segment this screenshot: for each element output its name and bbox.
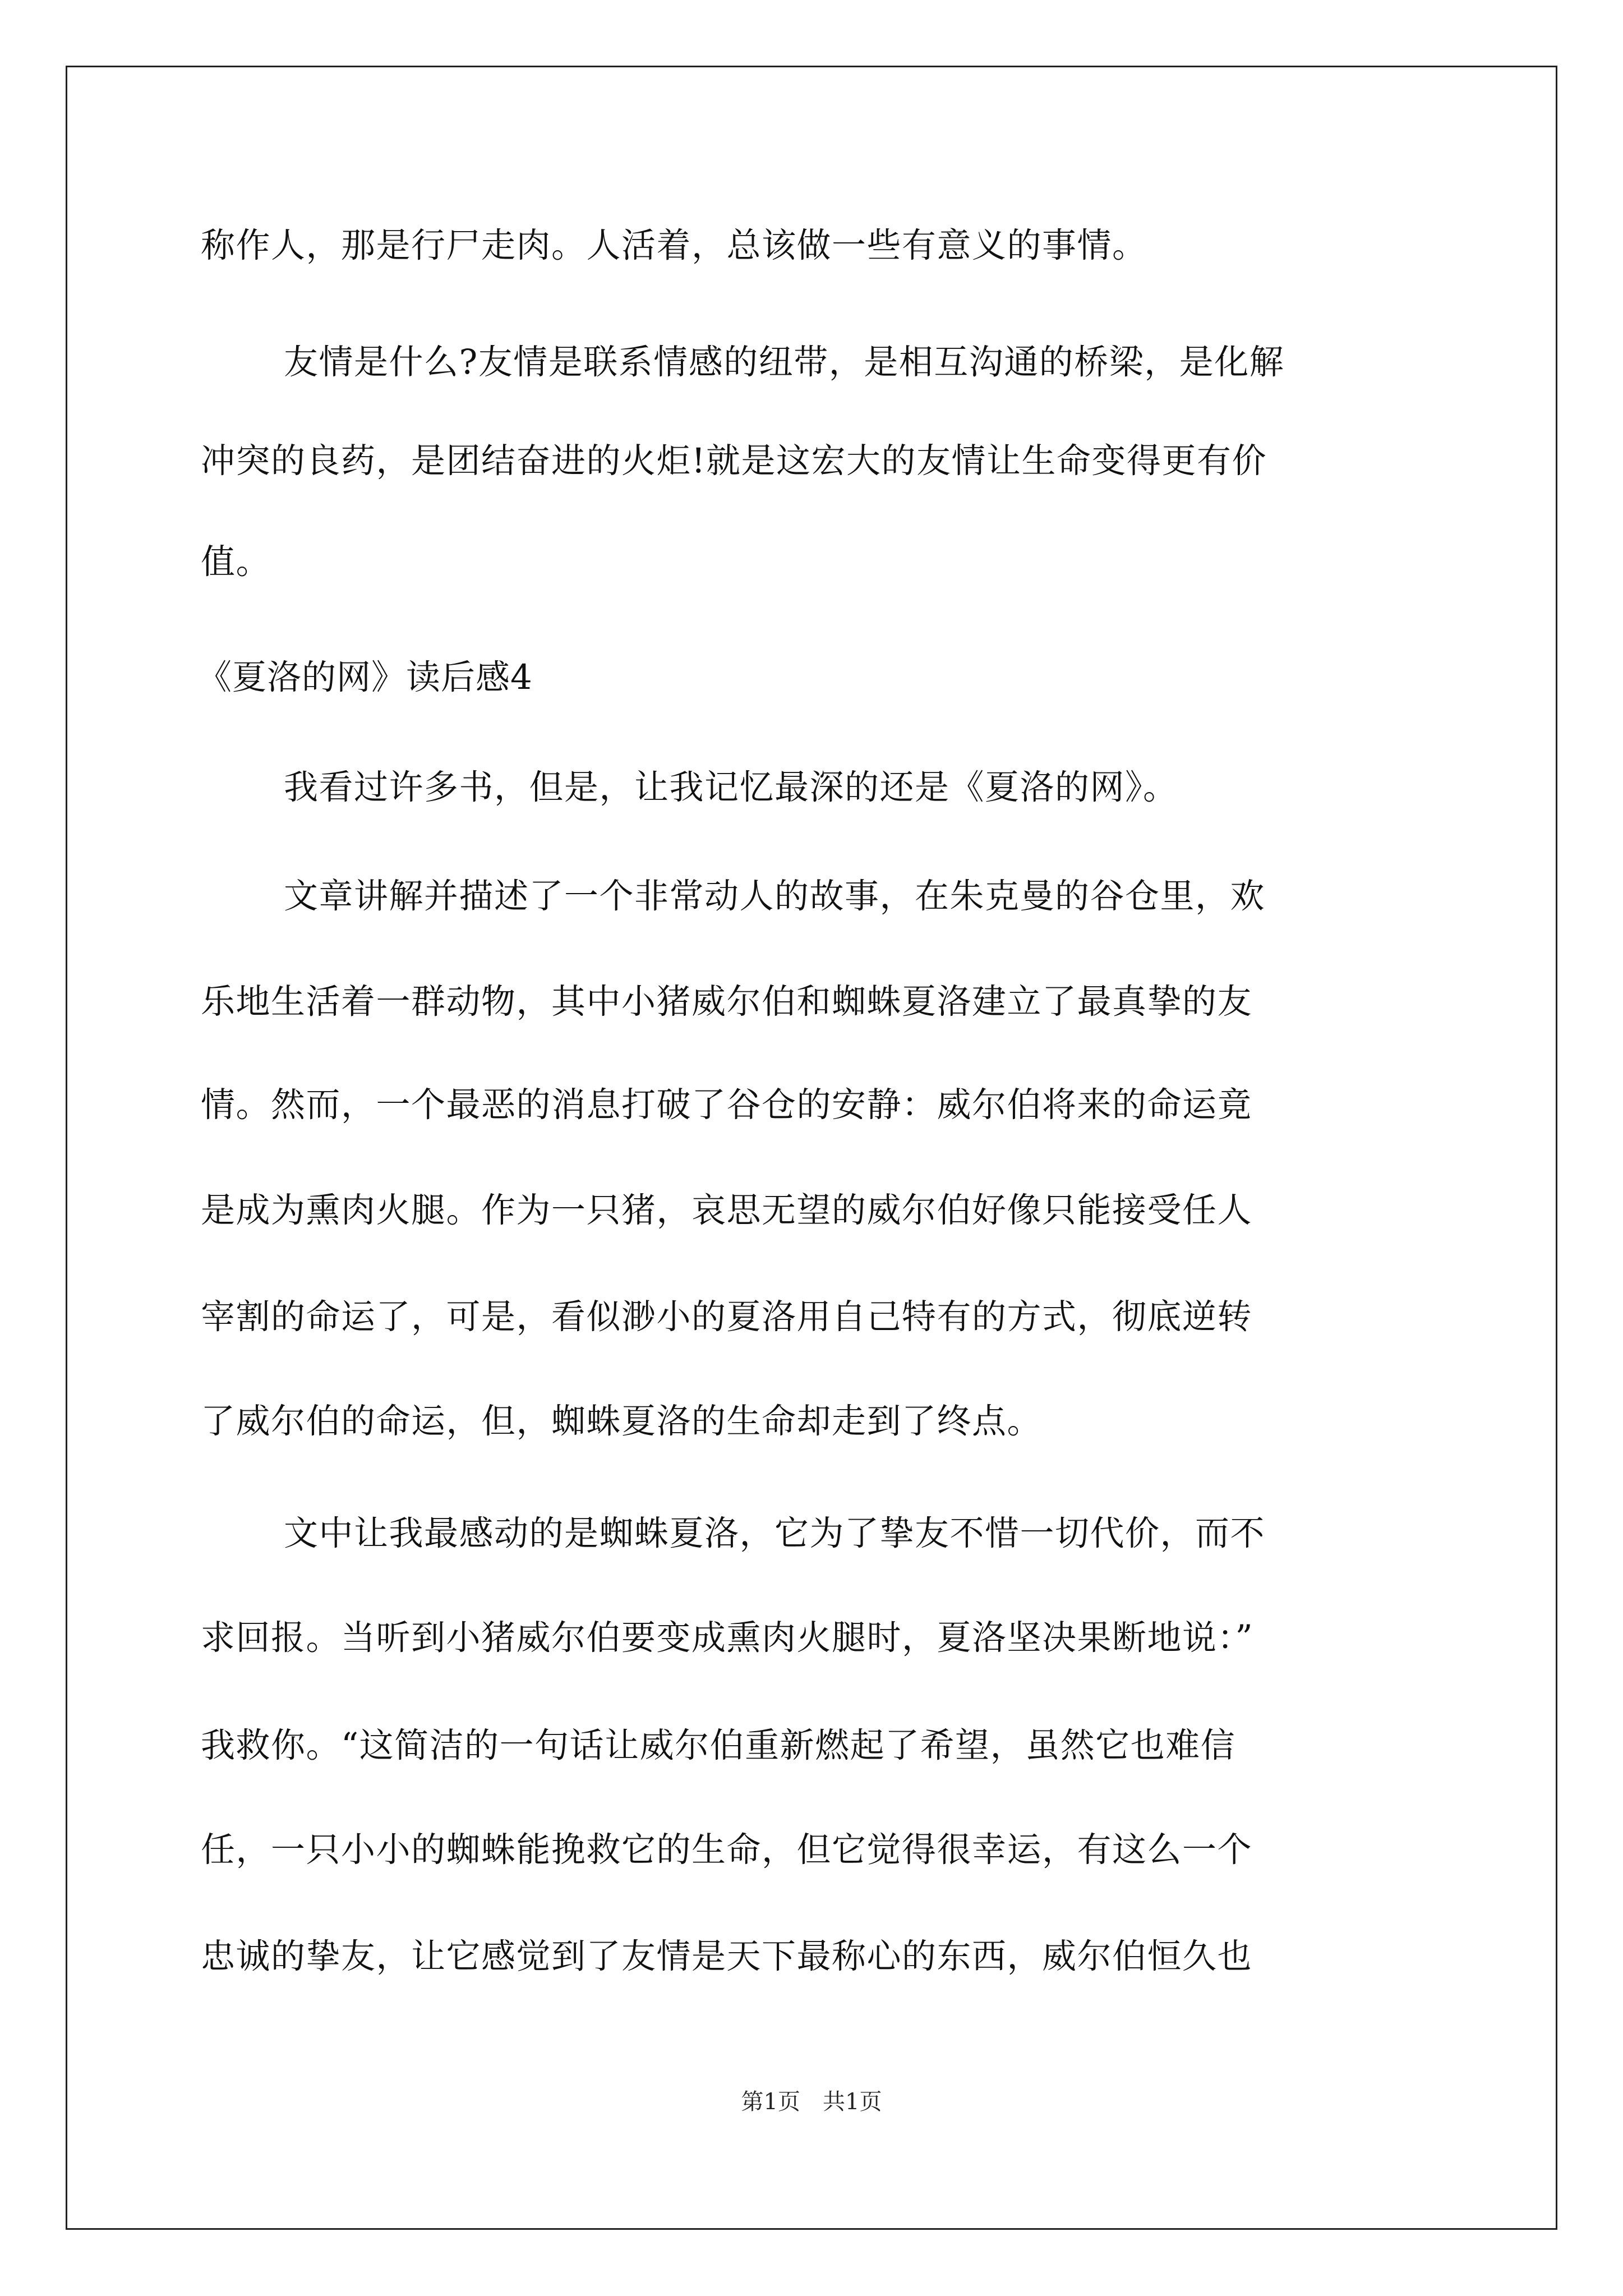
text-line-2: 友情是什么?友情是联系情感的纽带，是相互沟通的桥梁，是化解 — [284, 342, 1285, 382]
page-footer: 第1页 共1页 — [741, 2089, 882, 2115]
text-line-6: 我看过许多书，但是，让我记忆最深的还是《夏洛的网》。 — [284, 767, 1178, 807]
page-frame — [66, 66, 1557, 2230]
text-line-16: 任，一只小小的蜘蛛能挽救它的生命，但它觉得很幸运，有这么一个 — [201, 1830, 1253, 1870]
text-line-14: 求回报。当听到小猪威尔伯要变成熏肉火腿时，夏洛坚决果断地说：” — [201, 1618, 1254, 1658]
text-line-8: 乐地生活着一群动物，其中小猪威尔伯和蜘蛛夏洛建立了最真挚的友 — [201, 982, 1253, 1022]
text-line-15: 我救你。“这简洁的一句话让威尔伯重新燃起了希望，虽然它也难信 — [201, 1726, 1236, 1765]
text-line-17: 忠诚的挚友，让它感觉到了友情是天下最称心的东西，威尔伯恒久也 — [201, 1936, 1253, 1976]
section-heading: 《夏洛的网》读后感4 — [197, 657, 533, 697]
text-line-4: 值。 — [201, 542, 271, 582]
text-line-13: 文中让我最感动的是蜘蛛夏洛，它为了挚友不惜一切代价，而不 — [284, 1513, 1266, 1553]
text-line-12: 了威尔伯的命运，但，蜘蛛夏洛的生命却走到了终点。 — [201, 1401, 1043, 1441]
text-line-3: 冲突的良药，是团结奋进的火炬!就是这宏大的友情让生命变得更有价 — [201, 441, 1267, 481]
text-line-1: 称作人，那是行尸走肉。人活着，总该做一些有意义的事情。 — [201, 226, 1147, 265]
text-line-9: 情。然而，一个最恶的消息打破了谷仓的安静：威尔伯将来的命运竟 — [201, 1085, 1253, 1125]
text-line-10: 是成为熏肉火腿。作为一只猪，哀思无望的威尔伯好像只能接受任人 — [201, 1190, 1253, 1230]
text-line-11: 宰割的命运了，可是，看似渺小的夏洛用自己特有的方式，彻底逆转 — [201, 1297, 1253, 1337]
text-line-7: 文章讲解并描述了一个非常动人的故事，在朱克曼的谷仓里，欢 — [284, 876, 1266, 916]
